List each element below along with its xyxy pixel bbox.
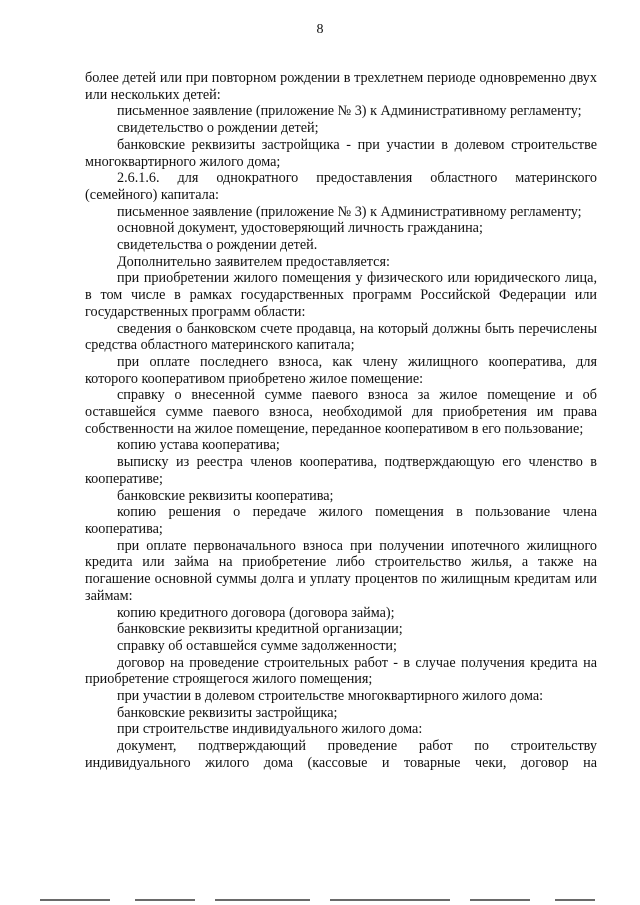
paragraph: Дополнительно заявителем предоставляется: xyxy=(117,253,390,270)
paragraph: договор на проведение строительных работ - в случае получения кредита на приобретение строящегося жилого помещения; xyxy=(85,654,597,688)
paragraph: 2.6.1.6. для однократного предоставления областного материнского (семейного) капитала: xyxy=(85,170,597,203)
paragraph: выписку из реестра членов кооператива, подтверждающую его членство в кооперативе; xyxy=(85,454,597,487)
page-number: 8 xyxy=(316,22,324,37)
next-page-edge xyxy=(0,899,640,903)
paragraph: при приобретении жилого помещения у физического или юридического лица, в том числе в рамках государственных программ Российской Федерации или государственных программ области: xyxy=(85,270,597,320)
paragraph: при строительстве индивидуального жилого дома: xyxy=(117,721,423,738)
paragraph: основной документ, удостоверяющий личность гражданина; xyxy=(117,220,483,237)
paragraph: копию решения о передаче жилого помещения в пользование члена кооператива; xyxy=(85,504,597,537)
paragraph: копию кредитного договора (договора займа); xyxy=(117,604,395,621)
paragraph: сведения о банковском счете продавца, на который должны быть перечислены средства областного материнского капитала; xyxy=(85,320,597,354)
paragraph: банковские реквизиты кооператива; xyxy=(117,487,334,504)
paragraph: при оплате последнего взноса, как члену жилищного кооператива, для которого кооперативом приобретено жилое помещение: xyxy=(85,353,597,387)
document-body xyxy=(85,70,597,772)
paragraph: свидетельство о рождении детей; xyxy=(117,120,319,137)
paragraph: письменное заявление (приложение № 3) к Административному регламенту; xyxy=(117,203,582,220)
paragraph: при оплате первоначального взноса при получении ипотечного жилищного кредита или займа на приобретение либо строительство жилья, а также на погашение основной суммы долга и уплату процентов по жилищным кредитам или займам: xyxy=(85,537,597,604)
paragraph: копию устава кооператива; xyxy=(117,437,280,454)
paragraph: банковские реквизиты застройщика; xyxy=(117,704,338,721)
paragraph: при участии в долевом строительстве многоквартирного жилого дома: xyxy=(117,688,544,705)
paragraph: банковские реквизиты застройщика - при участии в долевом строительстве многоквартирного жилого дома; xyxy=(85,136,597,170)
paragraph: справку об оставшейся сумме задолженности; xyxy=(117,637,397,654)
paragraph: документ, подтверждающий проведение работ по строительству индивидуального жилого дома (кассовые и товарные чеки, договор на xyxy=(85,738,597,771)
paragraph: справку о внесенной сумме паевого взноса за жилое помещение и об оставшейся сумме паевого взноса, необходимой для приобретения им права собственности на жилое помещение, переданное кооперативом в его пользование; xyxy=(85,387,597,437)
paragraph: свидетельства о рождении детей. xyxy=(117,237,318,254)
paragraph: письменное заявление (приложение № 3) к Административному регламенту; xyxy=(117,103,582,120)
paragraph: банковские реквизиты кредитной организации; xyxy=(117,621,403,638)
paragraph: более детей или при повторном рождении в трехлетнем периоде одновременно двух или нескольких детей: xyxy=(85,70,597,103)
